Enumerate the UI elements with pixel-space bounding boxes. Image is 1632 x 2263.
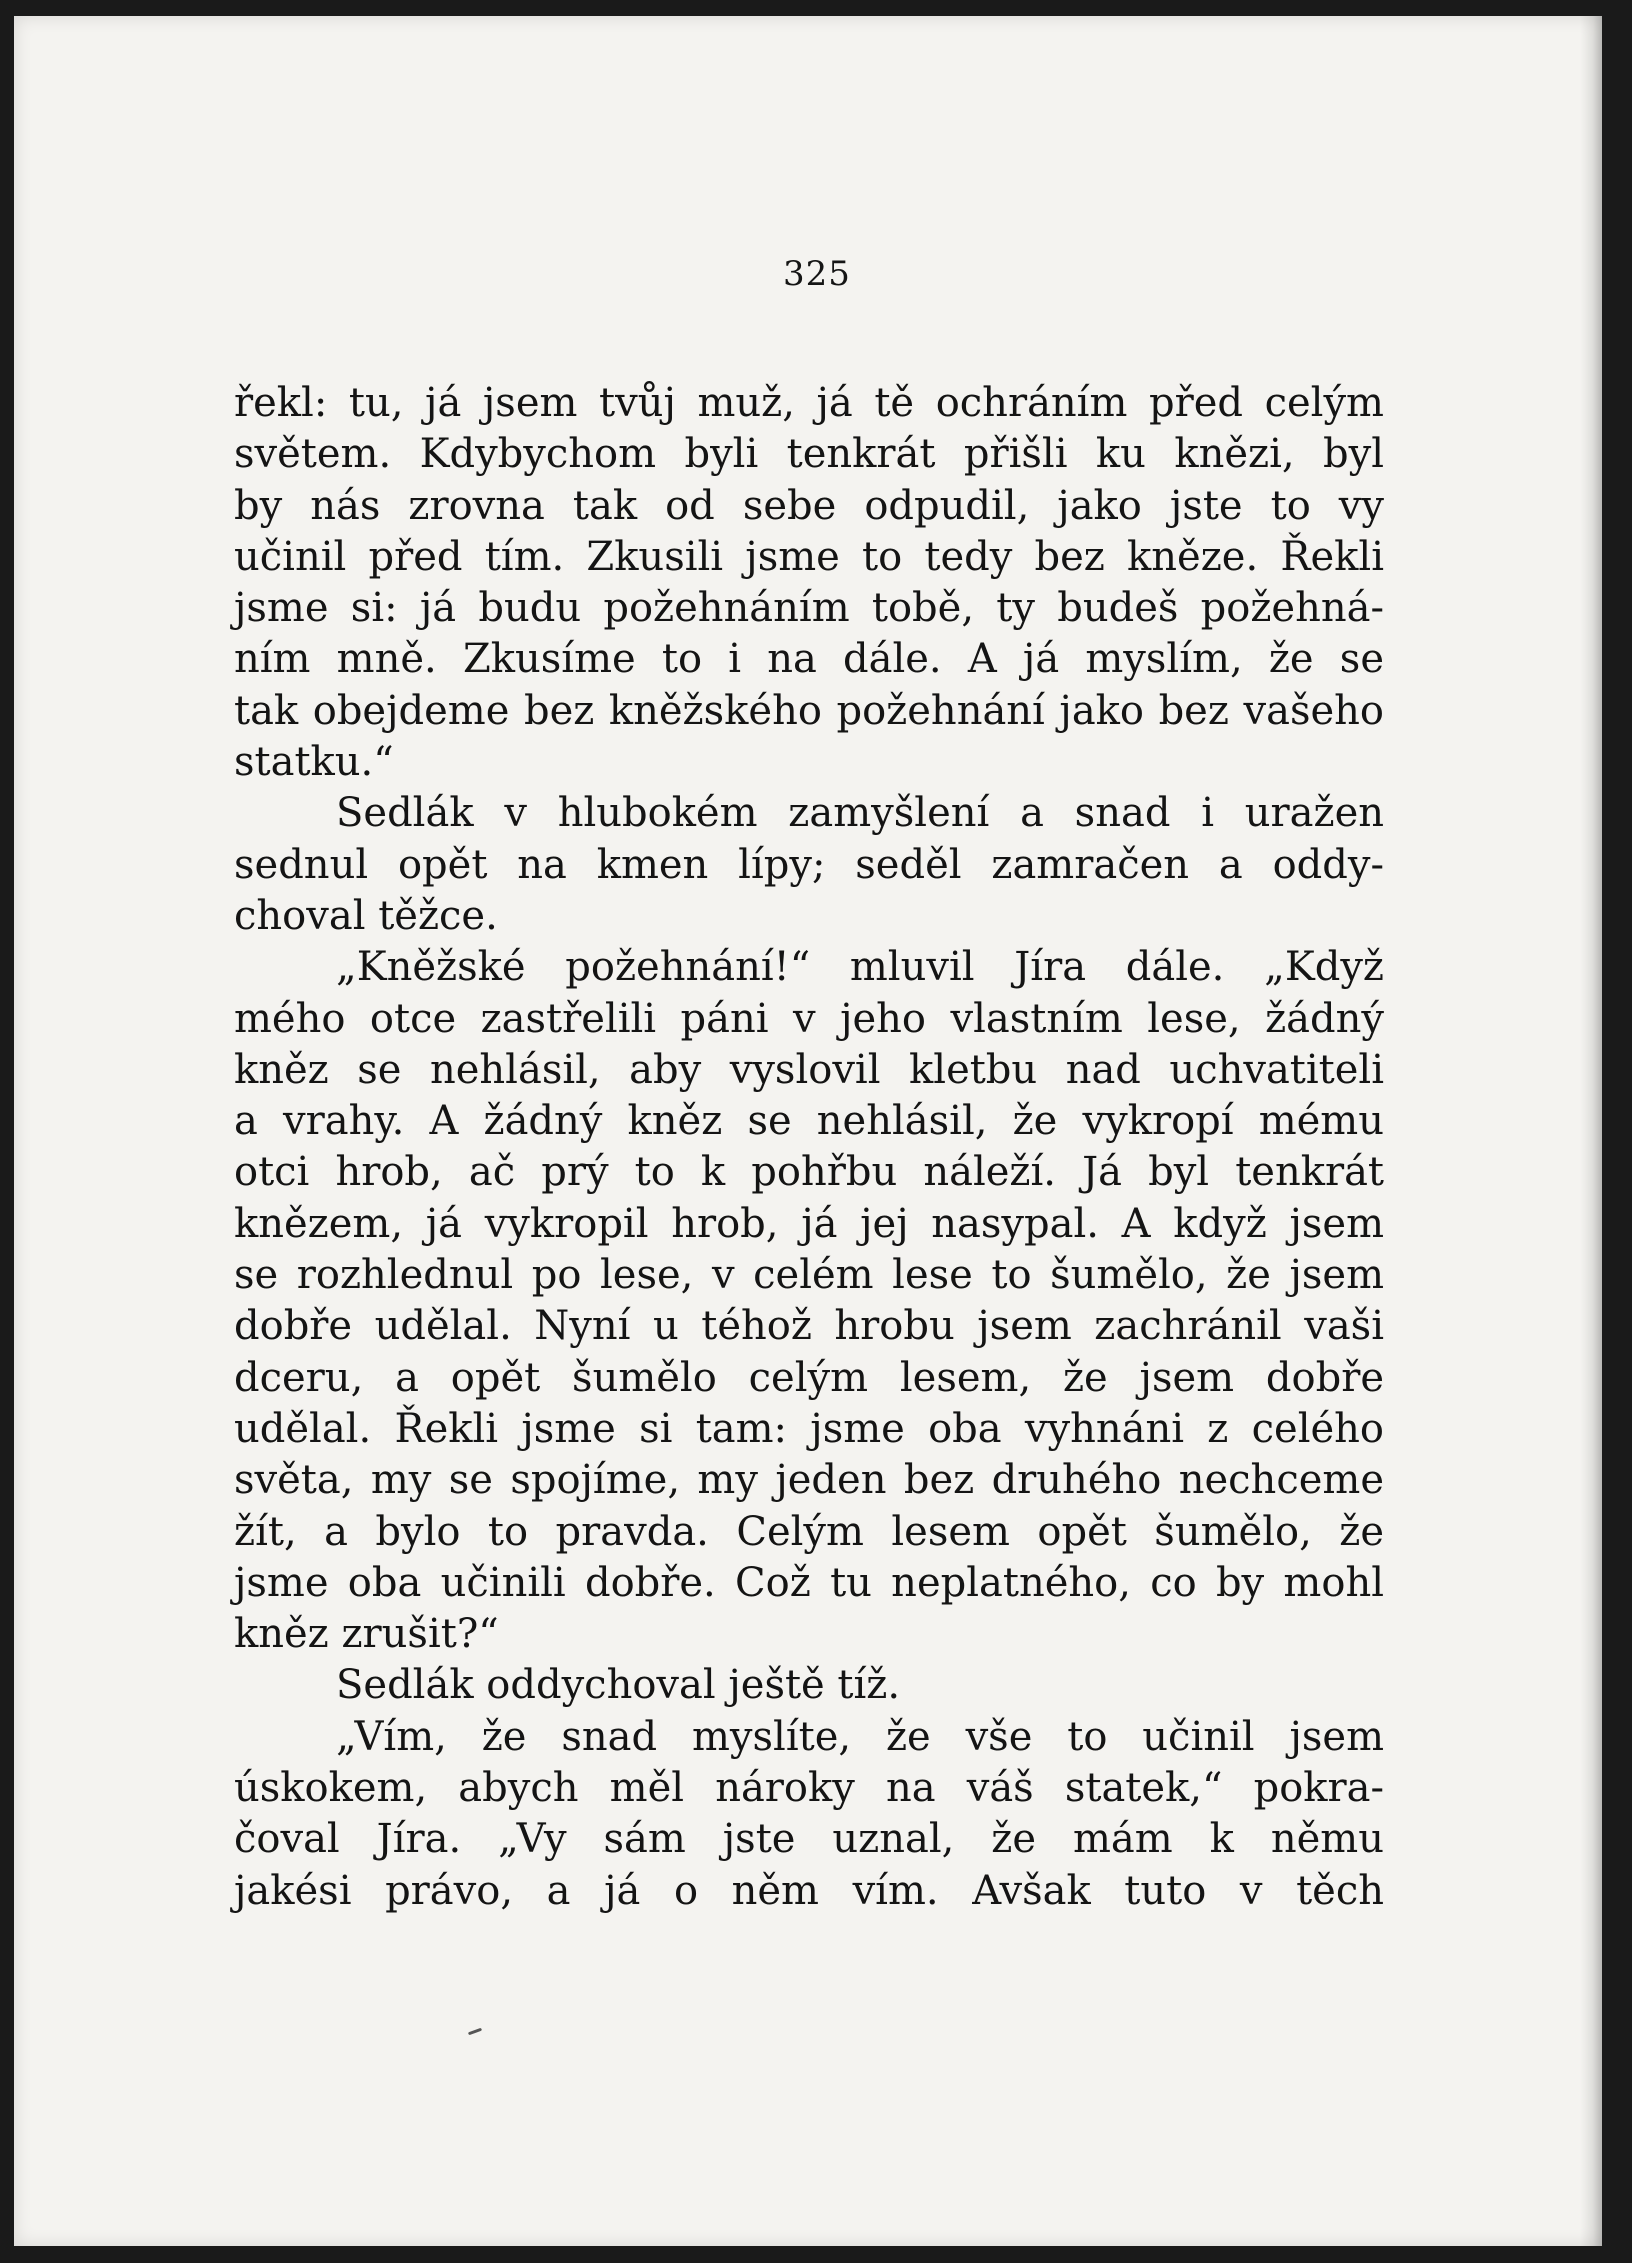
text-line: tak obejdeme bez kněžského požehnání jako bez vašeho (234, 687, 1384, 734)
text-line: Sedlák oddychoval ještě tíž. (336, 1662, 901, 1709)
text-line: čoval Jíra. „Vy sám jste uznal, že mám k němu (234, 1816, 1384, 1863)
text-line: „Kněžské požehnání!“ mluvil Jíra dále. „Když (336, 944, 1384, 991)
text-line: by nás zrovna tak od sebe odpudil, jako jste to vy (234, 482, 1384, 529)
text-line: mého otce zastřelili páni v jeho vlastním lese, žádný (234, 995, 1384, 1042)
text-line: otci hrob, ač prý to k pohřbu náleží. Já byl tenkrát (234, 1149, 1384, 1196)
text-line: úskokem, abych měl nároky na váš statek,“ pokra- (234, 1765, 1384, 1812)
text-line: jakési právo, a já o něm vím. Avšak tuto v těch (234, 1867, 1384, 1914)
text-line: a vrahy. A žádný kněz se nehlásil, že vykropí mému (234, 1098, 1384, 1145)
text-line: řekl: tu, já jsem tvůj muž, já tě ochráním před celým (234, 380, 1384, 426)
text-line: statku.“ (234, 739, 394, 786)
text-line: jsme si: já budu požehnáním tobě, ty budeš požehná- (234, 585, 1384, 632)
text-line: knězem, já vykropil hrob, já jej nasypal. A když jsem (234, 1200, 1384, 1247)
text-line: udělal. Řekli jsme si tam: jsme oba vyhnáni z celého (234, 1405, 1384, 1452)
book-page (14, 16, 1602, 2246)
text-line: choval těžce. (234, 892, 498, 939)
text-line: světa, my se spojíme, my jeden bez druhého nechceme (234, 1457, 1384, 1504)
text-line: jsme oba učinili dobře. Což tu neplatného, co by mohl (234, 1559, 1384, 1606)
text-line: světem. Kdybychom byli tenkrát přišli ku knězi, byl (234, 431, 1384, 478)
text-line: dceru, a opět šumělo celým lesem, že jsem dobře (234, 1354, 1384, 1401)
ink-speck (468, 2028, 482, 2036)
text-line: žít, a bylo to pravda. Celým lesem opět šumělo, že (234, 1508, 1384, 1555)
text-line: Sedlák v hlubokém zamyšlení a snad i uražen (336, 790, 1384, 837)
text-line: se rozhlednul po lese, v celém lese to šumělo, že jsem (234, 1252, 1384, 1299)
text-line: dobře udělal. Nyní u téhož hrobu jsem zachránil vaši (234, 1303, 1384, 1350)
text-line: kněz se nehlásil, aby vyslovil kletbu nad uchvatiteli (234, 1046, 1384, 1093)
text-line: „Vím, že snad myslíte, že vše to učinil jsem (336, 1713, 1384, 1760)
page-edge-shadow (1580, 16, 1602, 2246)
body-text (234, 378, 1384, 1917)
text-line: kněz zrušit?“ (234, 1611, 499, 1658)
text-line: učinil před tím. Zkusili jsme to tedy bez kněze. Řekli (234, 533, 1384, 580)
text-line: sednul opět na kmen lípy; seděl zamračen a oddy- (234, 841, 1384, 888)
page-number: 325 (783, 254, 851, 294)
text-line: ním mně. Zkusíme to i na dále. A já myslím, že se (234, 636, 1384, 683)
